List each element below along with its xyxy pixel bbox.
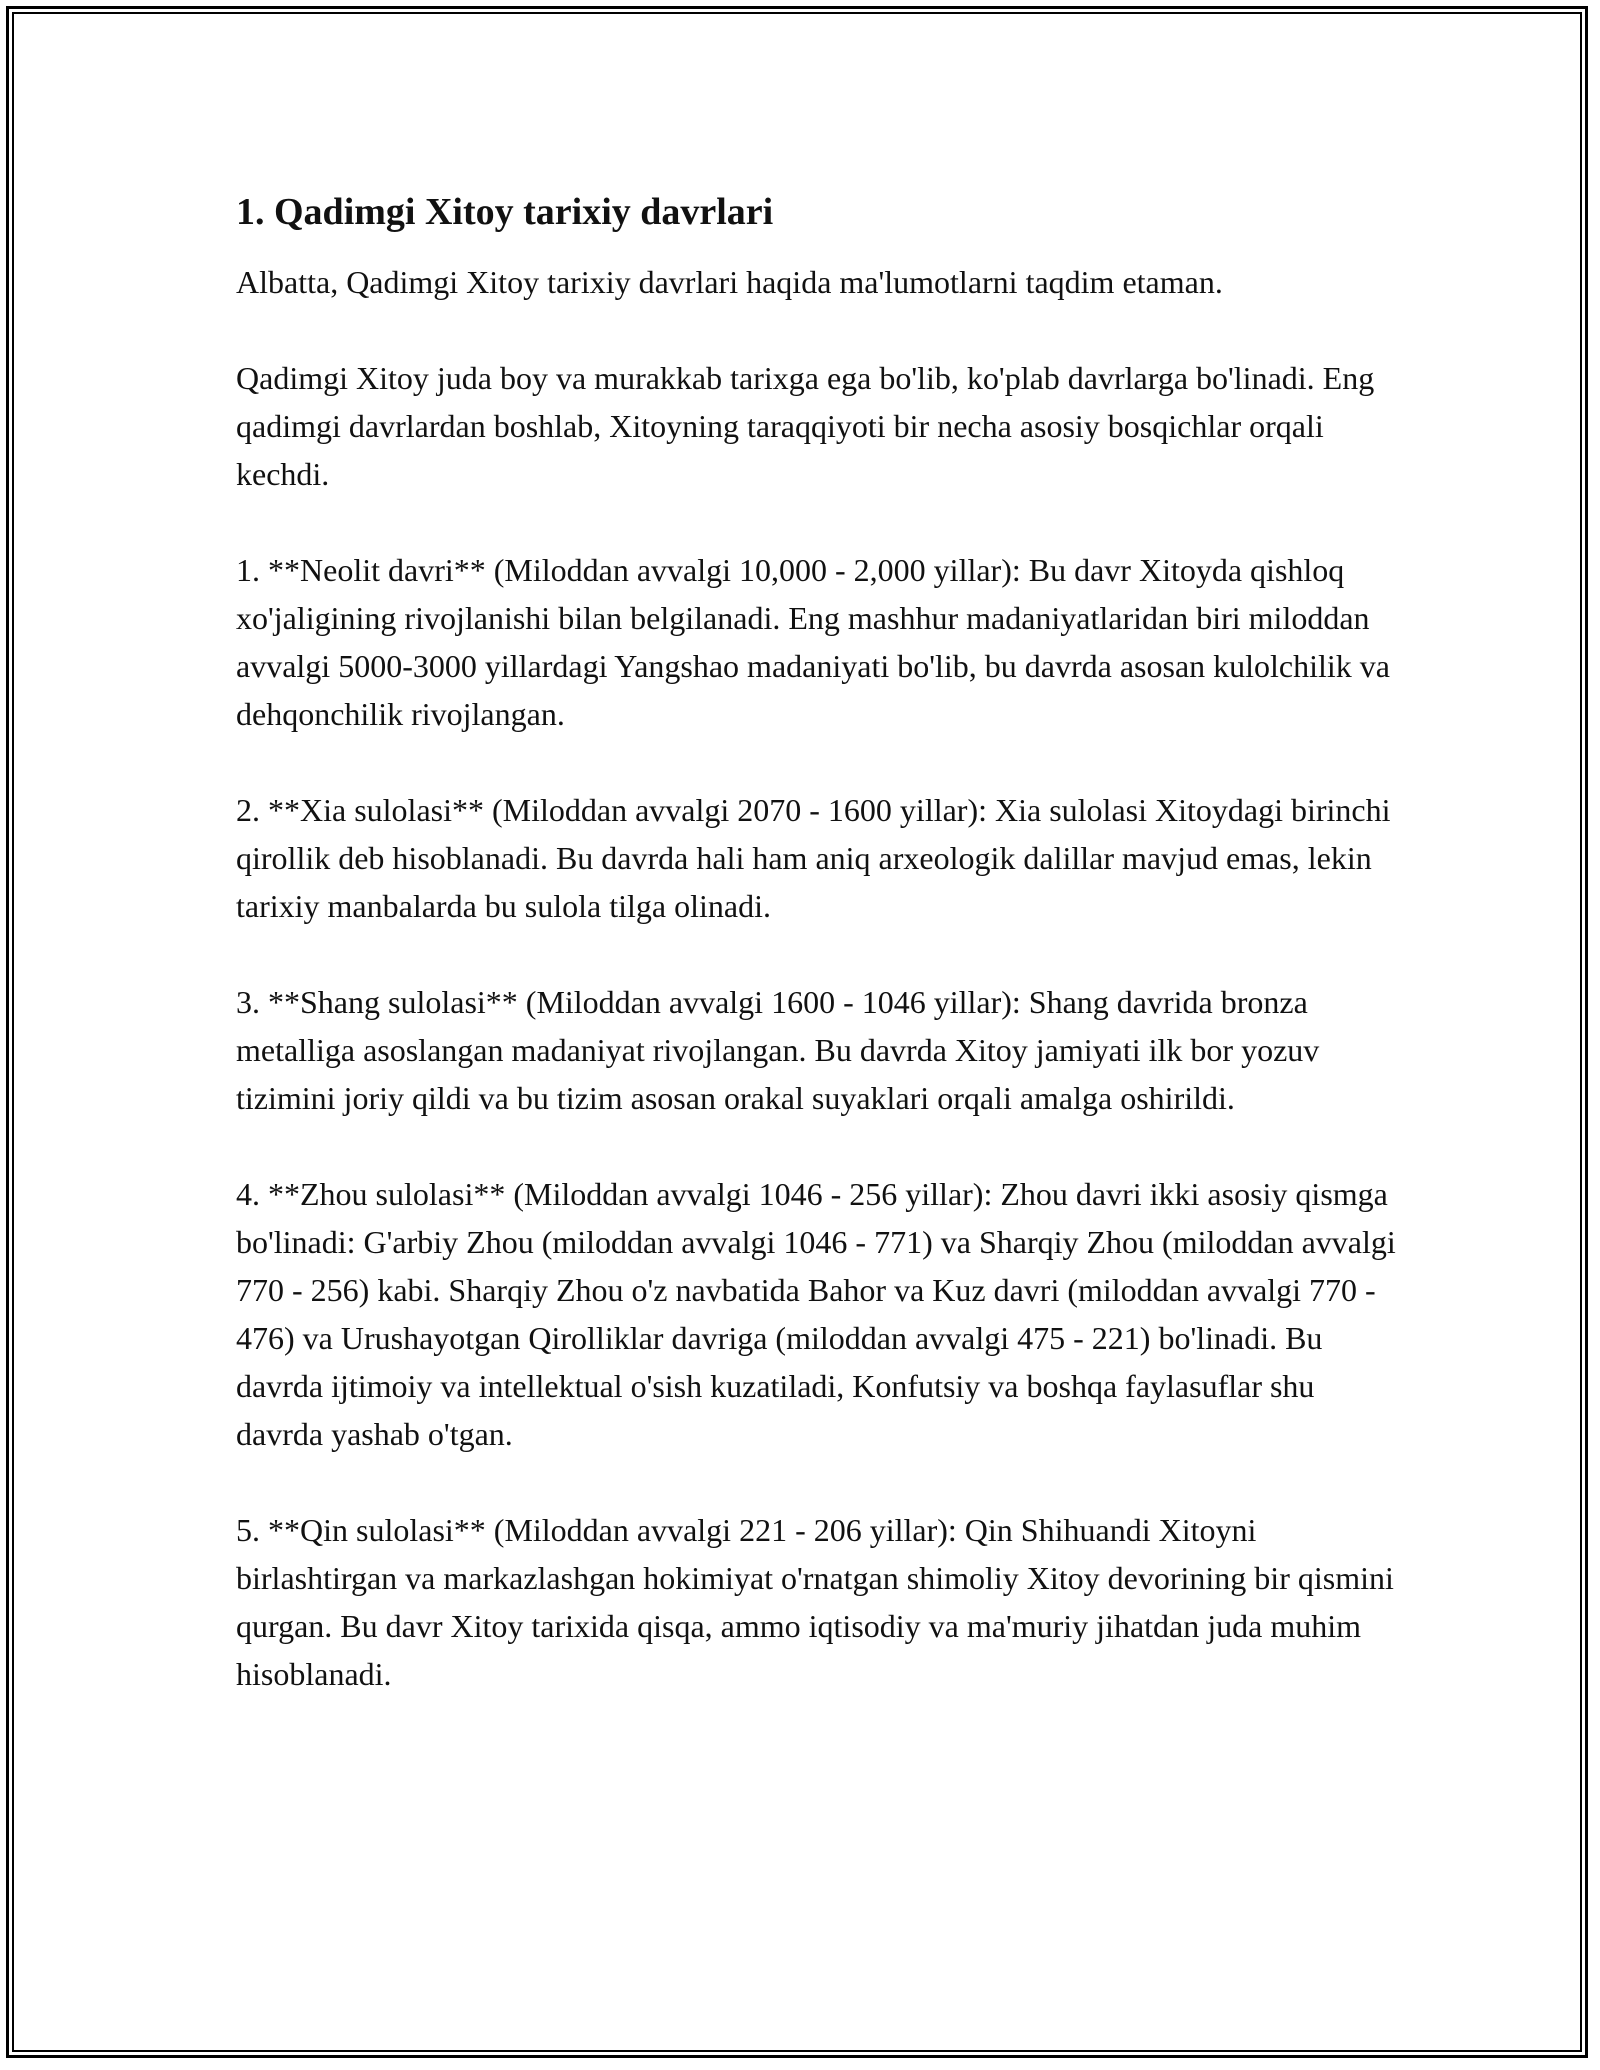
period-xia-paragraph: 2. **Xia sulolasi** (Miloddan avvalgi 2070 - 1600 yillar): Xia sulolasi Xitoydagi birinchi qirollik deb hisoblanadi. Bu davrda hali ham aniq arxeologik dalillar mavjud emas, lekin tarixiy manbalarda bu sulola tilga olinadi. [236,792,1391,924]
document-body [236,188,1396,1746]
intro-paragraph: Albatta, Qadimgi Xitoy tarixiy davrlari haqida ma'lumotlarni taqdim etaman. [236,264,1223,300]
period-qin-paragraph: 5. **Qin sulolasi** (Miloddan avvalgi 221 - 206 yillar): Qin Shihuandi Xitoyni birlashtirgan va markazlashgan hokimiyat o'rnatgan shimoliy Xitoy devorining bir qismini qurgan. Bu davr Xitoy tarixida qisqa, ammo iqtisodiy va ma'muriy jihatdan juda muhim hisoblanadi. [236,1512,1394,1692]
document-title: 1. Qadimgi Xitoy tarixiy davrlari [236,191,774,233]
period-neolithic-paragraph: 1. **Neolit davri** (Miloddan avvalgi 10,000 - 2,000 yillar): Bu davr Xitoyda qishloq xo'jaligining rivojlanishi bilan belgilanadi. Eng mashhur madaniyatlaridan biri miloddan avvalgi 5000-3000 yillardagi Yangshao madaniyati bo'lib, bu davrda asosan kulolchilik va dehqonchilik rivojlangan. [236,552,1390,732]
period-shang-paragraph: 3. **Shang sulolasi** (Miloddan avvalgi 1600 - 1046 yillar): Shang davrida bronza metalliga asoslangan madaniyat rivojlangan. Bu davrda Xitoy jamiyati ilk bor yozuv tizimini joriy qildi va bu tizim asosan orakal suyaklari orqali amalga oshirildi. [236,984,1320,1116]
overview-paragraph: Qadimgi Xitoy juda boy va murakkab tarixga ega bo'lib, ko'plab davrlarga bo'linadi. Eng qadimgi davrlardan boshlab, Xitoyning taraqqiyoti bir necha asosiy bosqichlar orqali kechdi. [236,360,1375,492]
period-zhou-paragraph: 4. **Zhou sulolasi** (Miloddan avvalgi 1046 - 256 yillar): Zhou davri ikki asosiy qismga bo'linadi: G'arbiy Zhou (miloddan avvalgi 1046 - 771) va Sharqiy Zhou (miloddan avvalgi 770 - 256) kabi. Sharqiy Zhou o'z navbatida Bahor va Kuz davri (miloddan avvalgi 770 - 476) va Urushayotgan Qirolliklar davriga (miloddan avvalgi 475 - 221) bo'linadi. Bu davrda ijtimoiy va intellektual o'sish kuzatiladi, Konfutsiy va boshqa faylasuflar shu davrda yashab o'tgan. [236,1176,1396,1452]
